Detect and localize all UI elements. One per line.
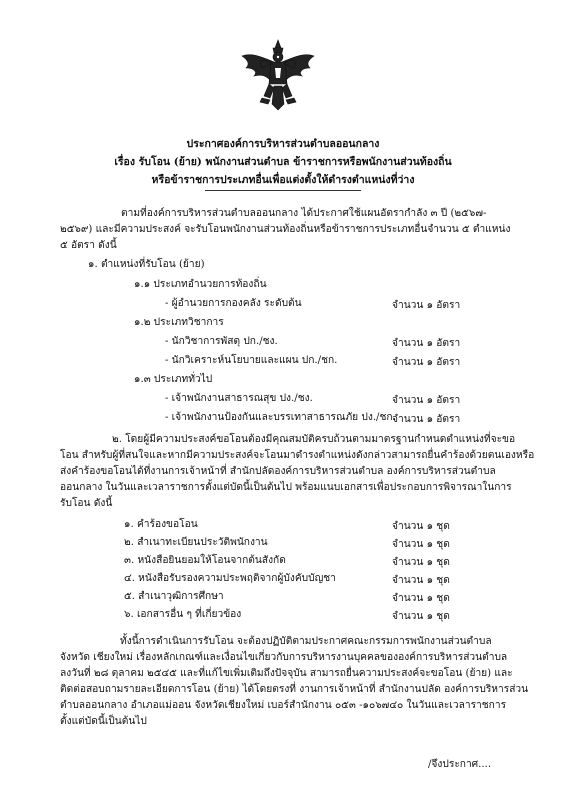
position-amount: จำนวน ๑ อัตรา [392,357,461,368]
position-amount: จำนวน ๑ อัตรา [392,338,461,349]
section2-line: รับโอน ดังนี้ [60,498,113,509]
section1-title: ๑. ตำแหน่งที่รับโอน (ย้าย) [88,259,205,270]
document-item-amount: จำนวน ๑ ชุด [392,539,450,550]
position-amount: จำนวน ๑ อัตรา [392,414,461,425]
section2-line: โอน สำหรับผู้ที่สนใจและหากมีความประสงค์จะโอนมาดำรงตำแหน่งดังกล่าวสามารถยื่นคำร้องด้วยตนเองหรือ [60,450,535,461]
document-item-label: ๕. สำเนาวุฒิการศึกษา [124,591,224,602]
closing-line: ตำบลออนกลาง อำเภอแม่ออน จังหวัดเชียงใหม่ เบอร์สำนักงาน ๐๕๓ -๑๐๖๗๔๐ ในวันและเวลาราชการ [60,700,507,711]
position-label: - เจ้าพนักงานป้องกันและบรรเทาสาธารณภัย ปง./ชก. [165,412,396,423]
section2-line: ๒. โดยผู้มีความประสงค์ขอโอนต้องมีคุณสมบัติครบถ้วนตามมาตรฐานกำหนดตำแหน่งที่จะขอ [112,434,516,445]
group-title: ๑.๒ ประเภทวิชาการ [134,317,224,328]
group-title: ๑.๓ ประเภททั่วไป [134,374,213,385]
document-item-amount: จำนวน ๑ ชุด [392,611,450,622]
announcement-subject-cont: หรือข้าราชการประเภทอื่นเพื่อแต่งตั้งให้ดำรงตำแหน่งที่ว่าง [151,174,415,186]
announcement-subject: เรื่อง รับโอน (ย้าย) พนักงานส่วนตำบล ข้าราชการหรือพนักงานส่วนท้องถิ่น [114,156,452,168]
closing-line: ทั้งนี้การดำเนินการรับโอน จะต้องปฏิบัติตามประกาศคณะกรรมการพนักงานส่วนตำบล [120,636,492,647]
group-title: ๑.๑ ประเภทอำนวยการท้องถิ่น [134,279,267,290]
document-item-label: ๑. คำร้องขอโอน [124,519,198,530]
announcement-title: ประกาศองค์การบริหารส่วนตำบลออนกลาง [186,138,380,150]
document-item-amount: จำนวน ๑ ชุด [392,575,450,586]
closing-line: ลงวันที่ ๒๘ ตุลาคม ๒๕๔๕ และที่แก้ไขเพิ่มเติมถึงปัจจุบัน สามารถยื่นความประสงค์จะขอโอน (ย้าย) และ [60,668,513,679]
intro-line: ตามที่องค์การบริหารส่วนตำบลออนกลาง ได้ประกาศใช้แผนอัตรากำลัง ๓ ปี (๒๕๖๗- [121,208,487,219]
closing-line: ติดต่อสอบถามรายละเอียดการโอน (ย้าย) ได้โดยตรงที่ งานการเจ้าหน้าที่ สำนักงานปลัด องค์การบริหารส่วน [60,684,529,695]
closing-line: จังหวัด เชียงใหม่ เรื่องหลักเกณฑ์และเงื่อนไขเกี่ยวกับการบริหารงานบุคคลขององค์การบริหารส่วนตำบล [60,652,508,663]
intro-line: ๕ อัตรา ดังนี้ [60,240,117,251]
position-amount: จำนวน ๑ อัตรา [392,300,461,311]
position-label: - ผู้อำนวยการกองคลัง ระดับต้น [165,298,302,309]
document-item-amount: จำนวน ๑ ชุด [392,557,450,568]
garuda-emblem-icon [240,38,316,118]
document-item-label: ๓. หนังสือยินยอมให้โอนจากต้นสังกัด [124,555,286,566]
position-amount: จำนวน ๑ อัตรา [392,395,461,406]
document-item-label: ๖. เอกสารอื่น ๆ ที่เกี่ยวข้อง [124,609,242,620]
header-divider [205,190,361,191]
document-item-label: ๔. หนังสือรับรองความประพฤติจากผู้บังคับบัญชา [124,573,336,584]
document-item-label: ๒. สำเนาทะเบียนประวัติพนักงาน [124,537,268,548]
position-label: - นักวิชาการพัสดุ ปก./ชง. [165,336,278,347]
section2-line: ออนกลาง ในวันและเวลาราชการตั้งแต่บัดนี้เป็นต้นไป พร้อมแนบเอกสารเพื่อประกอบการพิจารณาในการ [60,482,512,493]
intro-line: ๒๕๖๙) และมีความประสงค์ จะรับโอนพนักงานส่วนท้องถิ่นหรือข้าราชการประเภทอื่นจำนวน ๕ ตำแหน่ง [60,224,511,235]
position-label: - นักวิเคราะห์นโยบายและแผน ปก./ชก. [165,355,338,366]
closing-line: ตั้งแต่บัดนี้เป็นต้นไป [60,716,147,727]
document-item-amount: จำนวน ๑ ชุด [392,593,450,604]
section2-line: ส่งคำร้องขอโอนได้ที่งานการเจ้าหน้าที่ สำนักปลัดองค์การบริหารส่วนตำบล องค์การบริหารส่วนตำบล [60,466,496,477]
position-label: - เจ้าพนักงานสาธารณสุข ปง./ชง. [165,393,313,404]
continuation-note: /จึงประกาศ.... [428,759,492,770]
document-item-amount: จำนวน ๑ ชุด [392,521,450,532]
